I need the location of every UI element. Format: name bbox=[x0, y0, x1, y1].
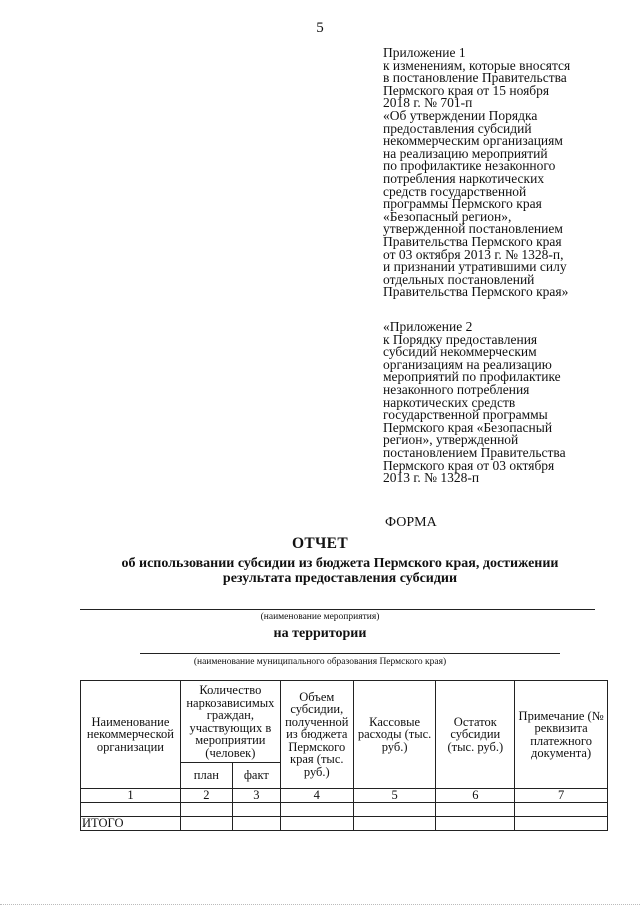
header-fact: факт bbox=[232, 763, 280, 789]
annex-2-line: мероприятий по профилактике bbox=[383, 369, 561, 385]
annex-1-line: «Об утверждении Порядка bbox=[383, 107, 538, 123]
table-cell bbox=[353, 803, 436, 817]
annex-1-line: от 03 октября 2013 г. № 1328-п, bbox=[383, 246, 564, 262]
column-number: 2 bbox=[180, 789, 232, 803]
municipality-hint: (наименование муниципального образования Пермского края) bbox=[193, 657, 447, 667]
annex-1-line: по профилактике незаконного bbox=[383, 158, 556, 174]
column-number: 7 bbox=[515, 789, 608, 803]
annex-1-line: потребления наркотических bbox=[383, 170, 545, 186]
header-cash-expenses: Кассовые расходы (тыс. руб.) bbox=[353, 681, 436, 789]
page-number: 5 bbox=[316, 20, 324, 36]
report-subtitle-line: об использовании субсидии из бюджета Пермского края, достижении bbox=[121, 556, 559, 571]
annex-1-line: некоммерческим организациям bbox=[383, 133, 563, 149]
column-number: 5 bbox=[353, 789, 436, 803]
table-cell bbox=[180, 803, 232, 817]
table-cell bbox=[280, 803, 353, 817]
report-table bbox=[80, 680, 608, 831]
annex-2-line: «Приложение 2 bbox=[383, 319, 473, 334]
annex-2-line: 2013 г. № 1328-п bbox=[383, 470, 480, 486]
report-title: ОТЧЕТ bbox=[292, 535, 348, 552]
annex-2-line: постановлением Правительства bbox=[383, 444, 566, 460]
header-plan: план bbox=[180, 763, 232, 789]
annex-2-line: Пермского края от 03 октября bbox=[383, 457, 555, 473]
annex-1-line: Пермского края от 15 ноября bbox=[383, 82, 550, 98]
column-number: 1 bbox=[81, 789, 181, 803]
annex-1-line: и признании утратившими силу bbox=[383, 259, 567, 275]
total-label: ИТОГО bbox=[81, 817, 181, 831]
column-number: 3 bbox=[232, 789, 280, 803]
header-participants: Количество наркозависимых граждан, участвующих в мероприятии (человек) bbox=[180, 681, 280, 763]
annex-1-line: Правительства Пермского края» bbox=[383, 284, 569, 300]
annex-2-line: государственной программы bbox=[383, 407, 548, 423]
table-cell bbox=[232, 803, 280, 817]
annex-1-line: отдельных постановлений bbox=[383, 271, 535, 287]
event-name-blank-line bbox=[80, 609, 595, 610]
annex-2-block bbox=[383, 321, 623, 485]
annex-2-line: регион», утвержденной bbox=[383, 432, 519, 448]
table-cell bbox=[515, 817, 608, 831]
annex-1-line: Приложение 1 bbox=[383, 45, 466, 60]
annex-1-line: средств государственной bbox=[383, 183, 527, 199]
column-number-row bbox=[81, 789, 608, 803]
table-row bbox=[81, 803, 608, 817]
column-number: 4 bbox=[280, 789, 353, 803]
header-note: Примечание (№ реквизита платежного документа) bbox=[515, 681, 608, 789]
annex-1-line: предоставления субсидий bbox=[383, 120, 532, 136]
header-org-name: Наименование некоммерческой организации bbox=[81, 681, 181, 789]
annex-1-line: программы Пермского края bbox=[383, 196, 542, 212]
annex-1-block bbox=[383, 47, 623, 299]
annex-1-line: «Безопасный регион», bbox=[383, 208, 512, 224]
table-cell bbox=[232, 817, 280, 831]
annex-1-line: 2018 г. № 701-п bbox=[383, 95, 473, 111]
annex-2-line: субсидий некоммерческим bbox=[383, 344, 537, 360]
table-cell bbox=[180, 817, 232, 831]
table-cell bbox=[436, 817, 515, 831]
header-subsidy-volume: Объем субсидии, полученной из бюджета Пермского края (тыс. руб.) bbox=[280, 681, 353, 789]
annex-1-line: к изменениям, которые вносятся bbox=[383, 57, 571, 73]
form-label: ФОРМА bbox=[385, 515, 437, 530]
page-bottom-edge bbox=[0, 900, 640, 905]
header-subsidy-remainder: Остаток субсидии (тыс. руб.) bbox=[436, 681, 515, 789]
event-name-hint: (наименование мероприятия) bbox=[260, 612, 380, 622]
annex-2-line: к Порядку предоставления bbox=[383, 331, 538, 347]
column-number: 6 bbox=[436, 789, 515, 803]
annex-1-line: на реализацию мероприятий bbox=[383, 145, 548, 161]
annex-2-line: организациям на реализацию bbox=[383, 356, 552, 372]
annex-1-line: в постановление Правительства bbox=[383, 70, 567, 86]
total-row bbox=[81, 817, 608, 831]
table-cell bbox=[81, 803, 181, 817]
annex-1-line: Правительства Пермского края bbox=[383, 233, 562, 249]
municipality-blank-line bbox=[140, 653, 560, 654]
annex-2-line: наркотических средств bbox=[383, 394, 516, 410]
territory-label: на территории bbox=[273, 626, 367, 641]
table-cell bbox=[353, 817, 436, 831]
report-subtitle-line: результата предоставления субсидии bbox=[222, 571, 458, 586]
annex-2-line: незаконного потребления bbox=[383, 381, 530, 397]
table-cell bbox=[515, 803, 608, 817]
report-subtitle bbox=[60, 556, 620, 586]
annex-2-line: Пермского края «Безопасный bbox=[383, 419, 553, 435]
table-cell bbox=[280, 817, 353, 831]
annex-1-line: утвержденной постановлением bbox=[383, 221, 563, 237]
table-cell bbox=[436, 803, 515, 817]
